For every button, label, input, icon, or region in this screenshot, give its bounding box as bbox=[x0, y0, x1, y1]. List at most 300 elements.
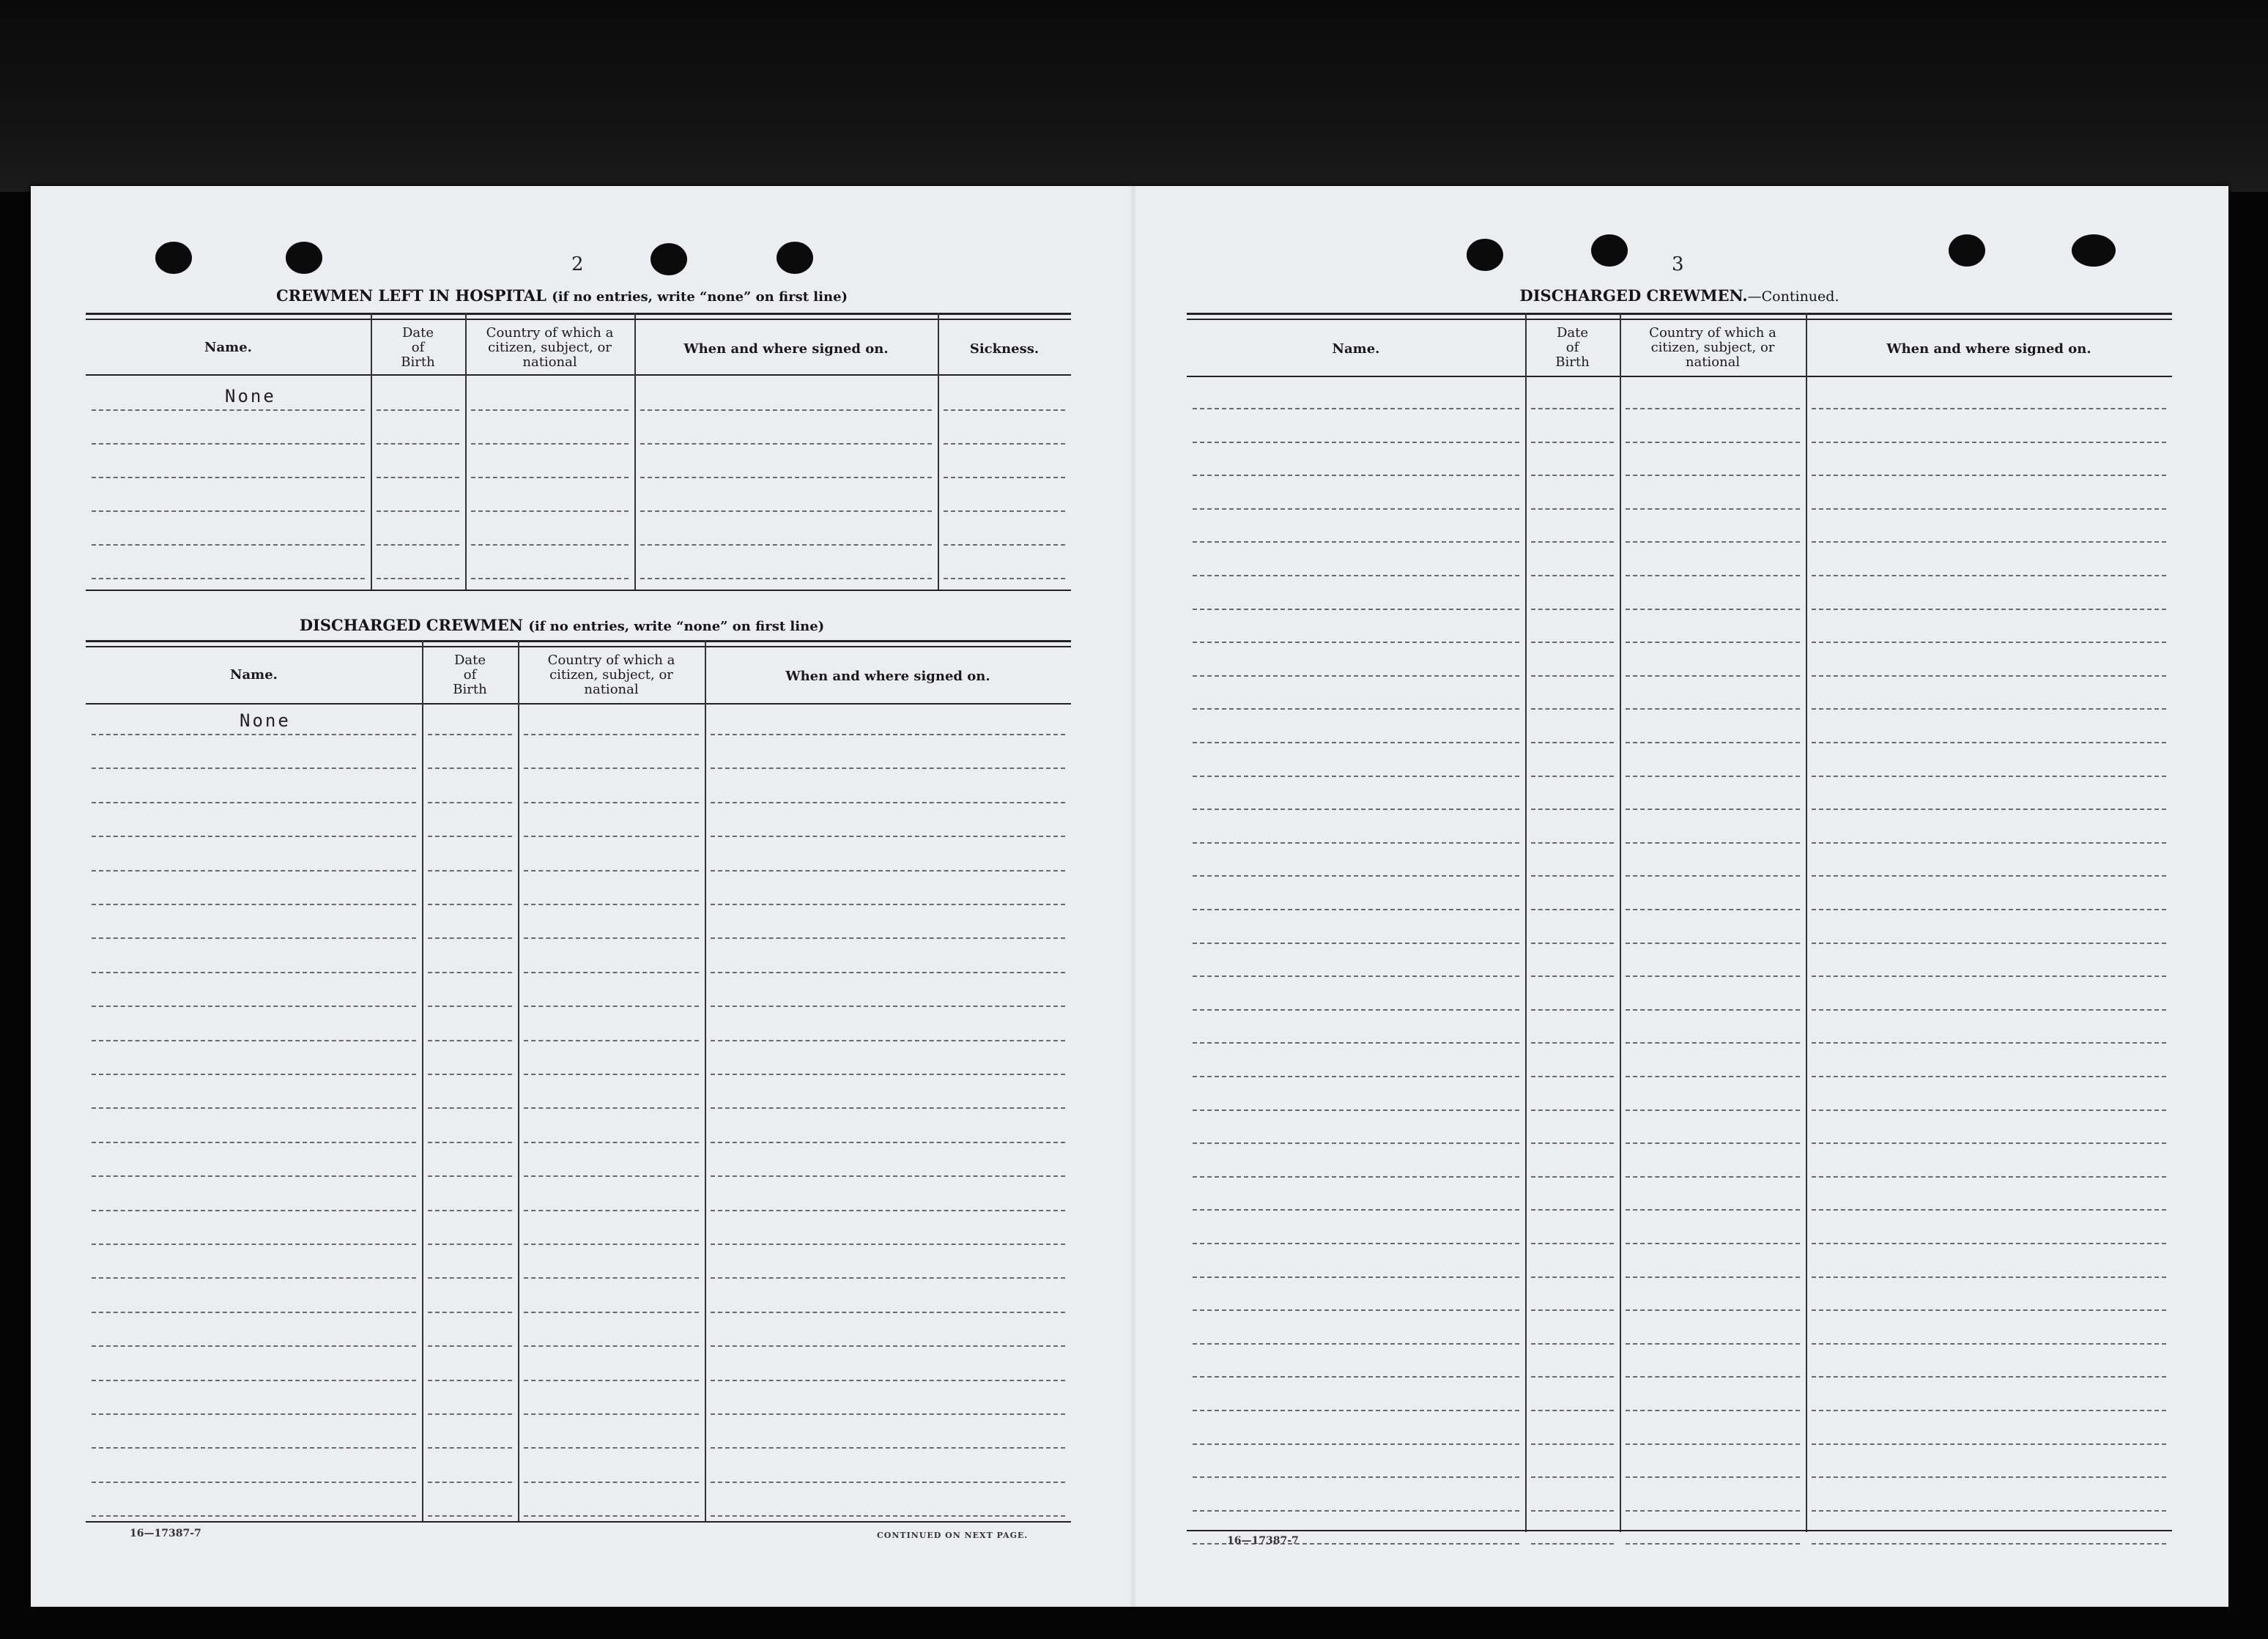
entry-line bbox=[1812, 975, 2166, 977]
form-sheet bbox=[31, 186, 2228, 1607]
entry-line bbox=[1531, 1142, 1614, 1144]
entry-line bbox=[428, 1074, 512, 1075]
entry-line bbox=[640, 544, 932, 546]
entry-line bbox=[1531, 575, 1614, 576]
entry-line bbox=[1193, 1410, 1519, 1411]
entry-line bbox=[428, 1345, 512, 1347]
entry-line bbox=[1531, 1510, 1614, 1512]
entry-line bbox=[428, 870, 512, 871]
entry-line bbox=[1193, 475, 1519, 476]
entry-line bbox=[711, 1380, 1065, 1381]
entry-line bbox=[1812, 1243, 2166, 1244]
entry-line bbox=[711, 972, 1065, 973]
entry-line bbox=[92, 477, 365, 478]
continued-note: CONTINUED ON NEXT PAGE. bbox=[877, 1531, 1029, 1540]
entry-line bbox=[1626, 1443, 1800, 1445]
entry-line bbox=[471, 409, 629, 411]
entry-line bbox=[1812, 442, 2166, 443]
entry-line bbox=[1193, 541, 1519, 543]
entry-line bbox=[92, 1244, 416, 1245]
column-header-sickness: Sickness. bbox=[969, 341, 1040, 357]
entry-line bbox=[1812, 1343, 2166, 1345]
entry-line bbox=[524, 802, 699, 803]
entry-line bbox=[944, 578, 1065, 579]
entry-line bbox=[428, 1447, 512, 1449]
entry-line bbox=[1812, 1309, 2166, 1311]
entry-line bbox=[471, 544, 629, 546]
entry-line bbox=[711, 1175, 1065, 1177]
entry-line bbox=[1812, 1476, 2166, 1478]
entry-line bbox=[1193, 408, 1519, 409]
discharged-title-note: (if no entries, write “none” on first line) bbox=[528, 619, 825, 634]
entry-line bbox=[1626, 1243, 1800, 1244]
entry-line bbox=[1626, 575, 1800, 576]
entry-line bbox=[524, 1040, 699, 1041]
entry-line bbox=[1193, 675, 1519, 677]
entry-line bbox=[92, 1482, 416, 1483]
punch-hole bbox=[286, 242, 322, 274]
entry-line bbox=[428, 1175, 512, 1177]
entry-line bbox=[711, 1006, 1065, 1007]
entry-line bbox=[1626, 1543, 1800, 1545]
entry-line bbox=[471, 510, 629, 512]
discharged-continued-title-text: DISCHARGED CREWMEN. bbox=[1519, 286, 1748, 305]
entry-line bbox=[428, 768, 512, 769]
entry-line bbox=[92, 802, 416, 803]
entry-line bbox=[1626, 975, 1800, 977]
entry-line bbox=[640, 510, 932, 512]
entry-line bbox=[1626, 475, 1800, 476]
entry-line bbox=[1626, 609, 1800, 610]
entry-line bbox=[944, 510, 1065, 512]
page-number: 3 bbox=[1672, 253, 1684, 275]
entry-line bbox=[1626, 1142, 1800, 1144]
entry-line bbox=[1812, 708, 2166, 710]
hospital-first-entry: None bbox=[225, 386, 276, 406]
entry-line bbox=[471, 578, 629, 579]
entry-line bbox=[377, 544, 459, 546]
entry-line bbox=[92, 1175, 416, 1177]
entry-line bbox=[1193, 1042, 1519, 1044]
column-divider bbox=[518, 640, 519, 1523]
entry-line bbox=[428, 1244, 512, 1245]
entry-line bbox=[377, 578, 459, 579]
entry-line bbox=[1193, 1243, 1519, 1244]
discharged-continued-suffix: —Continued. bbox=[1747, 289, 1839, 305]
table-top-rule bbox=[86, 640, 1071, 642]
entry-line bbox=[1626, 742, 1800, 743]
entry-line bbox=[1626, 1209, 1800, 1211]
entry-line bbox=[1626, 1110, 1800, 1111]
entry-line bbox=[1812, 909, 2166, 910]
entry-line bbox=[1193, 508, 1519, 510]
entry-line bbox=[1812, 776, 2166, 777]
column-header-signed-on: When and where signed on. bbox=[785, 669, 990, 684]
punch-hole bbox=[2072, 234, 2116, 267]
entry-line bbox=[524, 1312, 699, 1313]
entry-line bbox=[1812, 842, 2166, 844]
entry-line bbox=[640, 578, 932, 579]
entry-line bbox=[428, 1277, 512, 1279]
hospital-title-text: CREWMEN LEFT IN HOSPITAL bbox=[275, 286, 546, 305]
entry-line bbox=[1531, 809, 1614, 810]
entry-line bbox=[1531, 975, 1614, 977]
entry-line bbox=[1626, 1410, 1800, 1411]
entry-line bbox=[524, 1345, 699, 1347]
entry-line bbox=[1531, 609, 1614, 610]
entry-line bbox=[524, 1107, 699, 1109]
entry-line bbox=[640, 409, 932, 411]
entry-line bbox=[471, 477, 629, 478]
entry-line bbox=[524, 768, 699, 769]
entry-line bbox=[1812, 1209, 2166, 1211]
entry-line bbox=[1531, 1042, 1614, 1044]
entry-line bbox=[92, 510, 365, 512]
table-bottom-rule bbox=[86, 590, 1071, 591]
entry-line bbox=[711, 937, 1065, 939]
entry-line bbox=[640, 443, 932, 445]
entry-line bbox=[1626, 776, 1800, 777]
entry-line bbox=[711, 1040, 1065, 1041]
entry-line bbox=[92, 1277, 416, 1279]
hospital-table bbox=[86, 313, 1071, 591]
entry-line bbox=[1193, 442, 1519, 443]
entry-line bbox=[1193, 1343, 1519, 1345]
entry-line bbox=[524, 1175, 699, 1177]
column-header-country: Country of which a citizen, subject, or national bbox=[1649, 325, 1776, 370]
entry-line bbox=[92, 904, 416, 905]
entry-line bbox=[428, 1312, 512, 1313]
entry-line bbox=[944, 477, 1065, 478]
entry-line bbox=[1531, 1543, 1614, 1545]
entry-line bbox=[1531, 708, 1614, 710]
entry-line bbox=[92, 734, 416, 735]
entry-line bbox=[1812, 1410, 2166, 1411]
entry-line bbox=[428, 1413, 512, 1415]
column-header-signed-on: When and where signed on. bbox=[1886, 341, 2091, 357]
entry-line bbox=[1626, 1076, 1800, 1077]
entry-line bbox=[92, 1006, 416, 1007]
entry-line bbox=[1812, 1276, 2166, 1278]
entry-line bbox=[711, 1142, 1065, 1143]
entry-line bbox=[1812, 1076, 2166, 1077]
entry-line bbox=[711, 870, 1065, 871]
entry-line bbox=[92, 1040, 416, 1041]
punch-hole bbox=[155, 242, 192, 274]
entry-line bbox=[1626, 909, 1800, 910]
entry-line bbox=[428, 802, 512, 803]
entry-line bbox=[1193, 975, 1519, 977]
entry-line bbox=[377, 510, 459, 512]
scanner-background bbox=[0, 0, 2268, 192]
entry-line bbox=[1531, 1209, 1614, 1211]
entry-line bbox=[1193, 943, 1519, 944]
entry-line bbox=[1626, 541, 1800, 543]
entry-line bbox=[377, 443, 459, 445]
entry-line bbox=[1193, 1076, 1519, 1077]
entry-line bbox=[428, 1142, 512, 1143]
entry-line bbox=[711, 802, 1065, 803]
entry-line bbox=[1626, 842, 1800, 844]
column-header-dob: Date of Birth bbox=[1555, 325, 1590, 370]
discharged-title-text: DISCHARGED CREWMEN bbox=[299, 616, 523, 634]
entry-line bbox=[711, 1244, 1065, 1245]
entry-line bbox=[1531, 1243, 1614, 1244]
entry-line bbox=[524, 1482, 699, 1483]
entry-line bbox=[92, 1345, 416, 1347]
column-header-signed-on: When and where signed on. bbox=[683, 341, 889, 357]
form-number: 16—17387-7 bbox=[130, 1528, 201, 1539]
entry-line bbox=[524, 1142, 699, 1143]
entry-line bbox=[92, 1413, 416, 1415]
entry-line bbox=[524, 1277, 699, 1279]
entry-line bbox=[92, 544, 365, 546]
entry-line bbox=[524, 1006, 699, 1007]
entry-line bbox=[1812, 1142, 2166, 1144]
punch-hole bbox=[777, 242, 813, 274]
entry-line bbox=[1812, 875, 2166, 877]
entry-line bbox=[1812, 1009, 2166, 1011]
entry-line bbox=[1531, 1009, 1614, 1011]
entry-line bbox=[92, 836, 416, 837]
entry-line bbox=[92, 578, 365, 579]
entry-line bbox=[92, 1210, 416, 1211]
entry-line bbox=[1531, 909, 1614, 910]
entry-line bbox=[1812, 1042, 2166, 1044]
entry-line bbox=[1812, 1443, 2166, 1445]
entry-line bbox=[428, 904, 512, 905]
column-header-country: Country of which a citizen, subject, or national bbox=[486, 325, 614, 370]
column-header-dob: Date of Birth bbox=[453, 653, 487, 697]
entry-line bbox=[428, 836, 512, 837]
entry-line bbox=[1812, 943, 2166, 944]
table-bottom-rule bbox=[86, 1521, 1071, 1523]
entry-line bbox=[1626, 1309, 1800, 1311]
column-header-dob: Date of Birth bbox=[401, 325, 435, 370]
entry-line bbox=[1193, 809, 1519, 810]
entry-line bbox=[1193, 1510, 1519, 1512]
entry-line bbox=[524, 1074, 699, 1075]
entry-line bbox=[1531, 442, 1614, 443]
entry-line bbox=[944, 409, 1065, 411]
entry-line bbox=[92, 409, 365, 411]
entry-line bbox=[711, 1312, 1065, 1313]
entry-line bbox=[711, 1482, 1065, 1483]
entry-line bbox=[640, 477, 932, 478]
table-top-rule bbox=[86, 319, 1071, 320]
page-fold bbox=[1130, 186, 1137, 1607]
punch-hole bbox=[1591, 234, 1628, 267]
entry-line bbox=[1193, 875, 1519, 877]
entry-line bbox=[1626, 1510, 1800, 1512]
column-divider bbox=[705, 640, 706, 1523]
header-rule bbox=[86, 374, 1071, 376]
entry-line bbox=[1626, 642, 1800, 643]
entry-line bbox=[428, 1006, 512, 1007]
entry-line bbox=[1193, 1110, 1519, 1111]
entry-line bbox=[1193, 1176, 1519, 1178]
entry-line bbox=[92, 768, 416, 769]
discharged-continued-table bbox=[1187, 313, 2172, 1532]
entry-line bbox=[711, 1277, 1065, 1279]
entry-line bbox=[1626, 1042, 1800, 1044]
entry-line bbox=[1626, 675, 1800, 677]
entry-line bbox=[92, 937, 416, 939]
entry-line bbox=[711, 1345, 1065, 1347]
entry-line bbox=[1193, 575, 1519, 576]
entry-line bbox=[1531, 1410, 1614, 1411]
entry-line bbox=[92, 1312, 416, 1313]
entry-line bbox=[1531, 1343, 1614, 1345]
entry-line bbox=[1626, 442, 1800, 443]
entry-line bbox=[1812, 408, 2166, 409]
entry-line bbox=[944, 443, 1065, 445]
entry-line bbox=[92, 1447, 416, 1449]
column-divider bbox=[1525, 313, 1527, 1532]
entry-line bbox=[1531, 475, 1614, 476]
entry-line bbox=[1626, 708, 1800, 710]
table-bottom-rule bbox=[1187, 1530, 2172, 1531]
hospital-section-title bbox=[86, 286, 1038, 305]
punch-hole bbox=[1467, 239, 1503, 271]
entry-line bbox=[1531, 1443, 1614, 1445]
page-number: 2 bbox=[571, 253, 584, 275]
entry-line bbox=[1812, 1110, 2166, 1111]
entry-line bbox=[1531, 675, 1614, 677]
entry-line bbox=[1812, 575, 2166, 576]
entry-line bbox=[1193, 1009, 1519, 1011]
table-top-rule bbox=[86, 313, 1071, 315]
entry-line bbox=[524, 937, 699, 939]
entry-line bbox=[1193, 842, 1519, 844]
entry-line bbox=[524, 1515, 699, 1517]
entry-line bbox=[92, 1074, 416, 1075]
entry-line bbox=[1531, 1309, 1614, 1311]
entry-line bbox=[1626, 408, 1800, 409]
entry-line bbox=[1626, 809, 1800, 810]
entry-line bbox=[377, 477, 459, 478]
entry-line bbox=[92, 1107, 416, 1109]
entry-line bbox=[1626, 1476, 1800, 1478]
entry-line bbox=[1531, 642, 1614, 643]
entry-line bbox=[1531, 842, 1614, 844]
column-header-name: Name. bbox=[230, 667, 278, 683]
entry-line bbox=[92, 1515, 416, 1517]
entry-line bbox=[428, 1107, 512, 1109]
discharged-continued-title bbox=[1187, 286, 2172, 305]
entry-line bbox=[471, 443, 629, 445]
entry-line bbox=[1812, 541, 2166, 543]
table-top-rule bbox=[86, 646, 1071, 647]
entry-line bbox=[711, 1413, 1065, 1415]
punch-hole bbox=[651, 243, 687, 275]
entry-line bbox=[711, 1074, 1065, 1075]
entry-line bbox=[428, 734, 512, 735]
entry-line bbox=[428, 937, 512, 939]
entry-line bbox=[428, 1482, 512, 1483]
entry-line bbox=[1193, 1443, 1519, 1445]
entry-line bbox=[1531, 1376, 1614, 1378]
entry-line bbox=[524, 1210, 699, 1211]
entry-line bbox=[1531, 1076, 1614, 1077]
entry-line bbox=[92, 443, 365, 445]
entry-line bbox=[1193, 909, 1519, 910]
column-divider bbox=[1806, 313, 1807, 1532]
discharged-section-title bbox=[86, 616, 1038, 634]
entry-line bbox=[1812, 1543, 2166, 1545]
entry-line bbox=[1626, 1176, 1800, 1178]
entry-line bbox=[1626, 1376, 1800, 1378]
entry-line bbox=[524, 1413, 699, 1415]
entry-line bbox=[1812, 508, 2166, 510]
entry-line bbox=[1626, 943, 1800, 944]
entry-line bbox=[1193, 642, 1519, 643]
entry-line bbox=[711, 1107, 1065, 1109]
entry-line bbox=[1626, 508, 1800, 510]
entry-line bbox=[1193, 708, 1519, 710]
entry-line bbox=[524, 904, 699, 905]
entry-line bbox=[944, 544, 1065, 546]
entry-line bbox=[1531, 776, 1614, 777]
entry-line bbox=[428, 1380, 512, 1381]
table-top-rule bbox=[1187, 319, 2172, 320]
entry-line bbox=[524, 972, 699, 973]
header-rule bbox=[1187, 376, 2172, 377]
entry-line bbox=[1193, 1209, 1519, 1211]
entry-line bbox=[1531, 875, 1614, 877]
entry-line bbox=[524, 836, 699, 837]
entry-line bbox=[1193, 1142, 1519, 1144]
entry-line bbox=[1531, 1476, 1614, 1478]
entry-line bbox=[1812, 609, 2166, 610]
entry-line bbox=[1812, 475, 2166, 476]
entry-line bbox=[711, 768, 1065, 769]
entry-line bbox=[428, 1040, 512, 1041]
column-header-country: Country of which a citizen, subject, or national bbox=[547, 653, 675, 697]
entry-line bbox=[92, 1142, 416, 1143]
entry-line bbox=[92, 870, 416, 871]
entry-line bbox=[1812, 1510, 2166, 1512]
entry-line bbox=[1531, 1176, 1614, 1178]
entry-line bbox=[1193, 776, 1519, 777]
entry-line bbox=[1193, 609, 1519, 610]
entry-line bbox=[1626, 1343, 1800, 1345]
column-header-name: Name. bbox=[1332, 341, 1380, 357]
entry-line bbox=[1531, 541, 1614, 543]
entry-line bbox=[1193, 1476, 1519, 1478]
entry-line bbox=[1531, 742, 1614, 743]
discharged-table bbox=[86, 640, 1071, 1523]
entry-line bbox=[1812, 1376, 2166, 1378]
punch-hole bbox=[1949, 234, 1985, 267]
entry-line bbox=[1812, 642, 2166, 643]
entry-line bbox=[711, 836, 1065, 837]
form-number: 16—17387-7 bbox=[1227, 1535, 1299, 1547]
entry-line bbox=[1531, 1276, 1614, 1278]
column-divider bbox=[1620, 313, 1621, 1532]
entry-line bbox=[524, 870, 699, 871]
entry-line bbox=[1193, 1376, 1519, 1378]
entry-line bbox=[711, 904, 1065, 905]
entry-line bbox=[1812, 1176, 2166, 1178]
entry-line bbox=[524, 1244, 699, 1245]
entry-line bbox=[524, 1447, 699, 1449]
entry-line bbox=[711, 1210, 1065, 1211]
entry-line bbox=[92, 972, 416, 973]
entry-line bbox=[1812, 809, 2166, 810]
entry-line bbox=[377, 409, 459, 411]
entry-line bbox=[1626, 1276, 1800, 1278]
